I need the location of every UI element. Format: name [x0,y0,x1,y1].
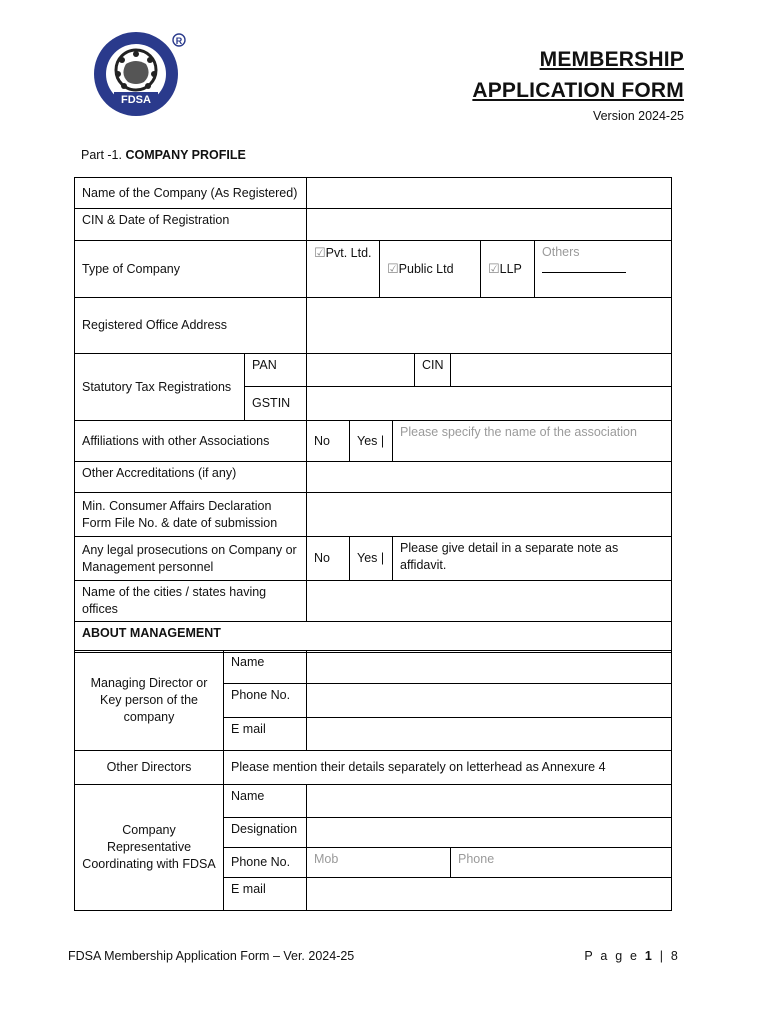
fdsa-logo [86,24,194,120]
type-of-company-label: Type of Company [75,241,307,298]
rep-label: Company Representative Coordinating with FDSA [75,785,224,911]
affiliations-yes-option[interactable]: Yes | [350,421,393,462]
checkbox-icon[interactable]: ☑ [314,245,326,260]
md-name-field[interactable] [307,651,672,684]
rep-designation-field[interactable] [307,818,672,848]
rep-designation-label: Designation [224,818,307,848]
public-ltd-label: Public Ltd [398,262,454,276]
part-title: COMPANY PROFILE [125,148,246,162]
footer-text: FDSA Membership Application Form – Ver. 2024-25 [68,949,355,963]
legal-no-option[interactable]: No [307,537,350,581]
fdsa-logo-emblem [86,24,194,120]
page-number [584,949,680,963]
accreditations-field[interactable] [307,462,672,493]
legal-yes-option[interactable]: Yes | [350,537,393,581]
management-table [74,650,672,911]
md-email-label: E mail [224,718,307,751]
company-name-label: Name of the Company (As Registered) [75,178,307,209]
others-placeholder: Others [542,245,580,259]
cin-date-label: CIN & Date of Registration [75,209,307,241]
legal-prosecutions-label: Any legal prosecutions on Company or Management personnel [75,537,307,581]
company-profile-table [74,177,672,354]
cin-date-field[interactable] [307,209,672,241]
pvt-ltd-label: Pvt. Ltd. [325,246,372,260]
tax-table [74,353,672,421]
llp-label: LLP [499,262,522,276]
pan-field[interactable] [307,354,415,387]
pvt-ltd-option[interactable] [307,241,380,298]
rep-phone-label: Phone No. [224,848,307,878]
about-management-heading: ABOUT MANAGEMENT [75,622,672,653]
other-directors-label: Other Directors [75,751,224,785]
pan-label: PAN [245,354,307,387]
version-label: Version 2024-25 [592,109,684,123]
cities-field[interactable] [307,581,672,622]
registered-mark: R [175,36,183,46]
title-line-2: APPLICATION FORM [472,79,684,102]
logo-abbr: FDSA [121,94,151,106]
page-total: | 8 [659,949,680,963]
title-block [472,44,684,123]
rep-email-label: E mail [224,878,307,911]
consumer-affairs-label: Min. Consumer Affairs Declaration Form File No. & date of submission [75,493,307,537]
rep-email-field[interactable] [307,878,672,911]
md-label: Managing Director or Key person of the company [75,651,224,751]
title-line-1: MEMBERSHIP [539,48,684,71]
affiliations-label: Affiliations with other Associations [75,421,307,462]
rep-phone-field[interactable]: Phone [451,848,672,878]
others-field[interactable] [535,241,672,298]
other-directors-note: Please mention their details separately on letterhead as Annexure 4 [224,751,672,785]
gstin-label: GSTIN [245,387,307,421]
public-ltd-option[interactable] [380,241,481,298]
section-heading [81,148,246,162]
cities-label: Name of the cities / states having offices [75,581,307,622]
company-details-table [74,420,672,653]
md-phone-label: Phone No. [224,684,307,718]
rep-name-field[interactable] [307,785,672,818]
page-label: P a g e [584,949,645,963]
legal-note: Please give detail in a separate note as affidavit. [393,537,672,581]
registered-office-field[interactable] [307,298,672,354]
accreditations-label: Other Accreditations (if any) [75,462,307,493]
cin-field[interactable] [451,354,672,387]
checkbox-icon[interactable]: ☑ [488,261,500,276]
affiliations-no-option[interactable]: No [307,421,350,462]
company-name-field[interactable] [307,178,672,209]
others-underline [542,262,626,273]
checkbox-icon[interactable]: ☑ [387,261,399,276]
llp-option[interactable] [481,241,535,298]
cin-label: CIN [415,354,451,387]
rep-mob-field[interactable]: Mob [307,848,451,878]
gstin-field[interactable] [307,387,672,421]
registered-office-label: Registered Office Address [75,298,307,354]
statutory-tax-label: Statutory Tax Registrations [75,354,245,421]
rep-name-label: Name [224,785,307,818]
consumer-affairs-field[interactable] [307,493,672,537]
part-prefix: Part -1. [81,148,126,162]
md-name-label: Name [224,651,307,684]
md-phone-field[interactable] [307,684,672,718]
association-name-field[interactable]: Please specify the name of the association [393,421,672,462]
md-email-field[interactable] [307,718,672,751]
page-current: 1 [644,949,655,963]
